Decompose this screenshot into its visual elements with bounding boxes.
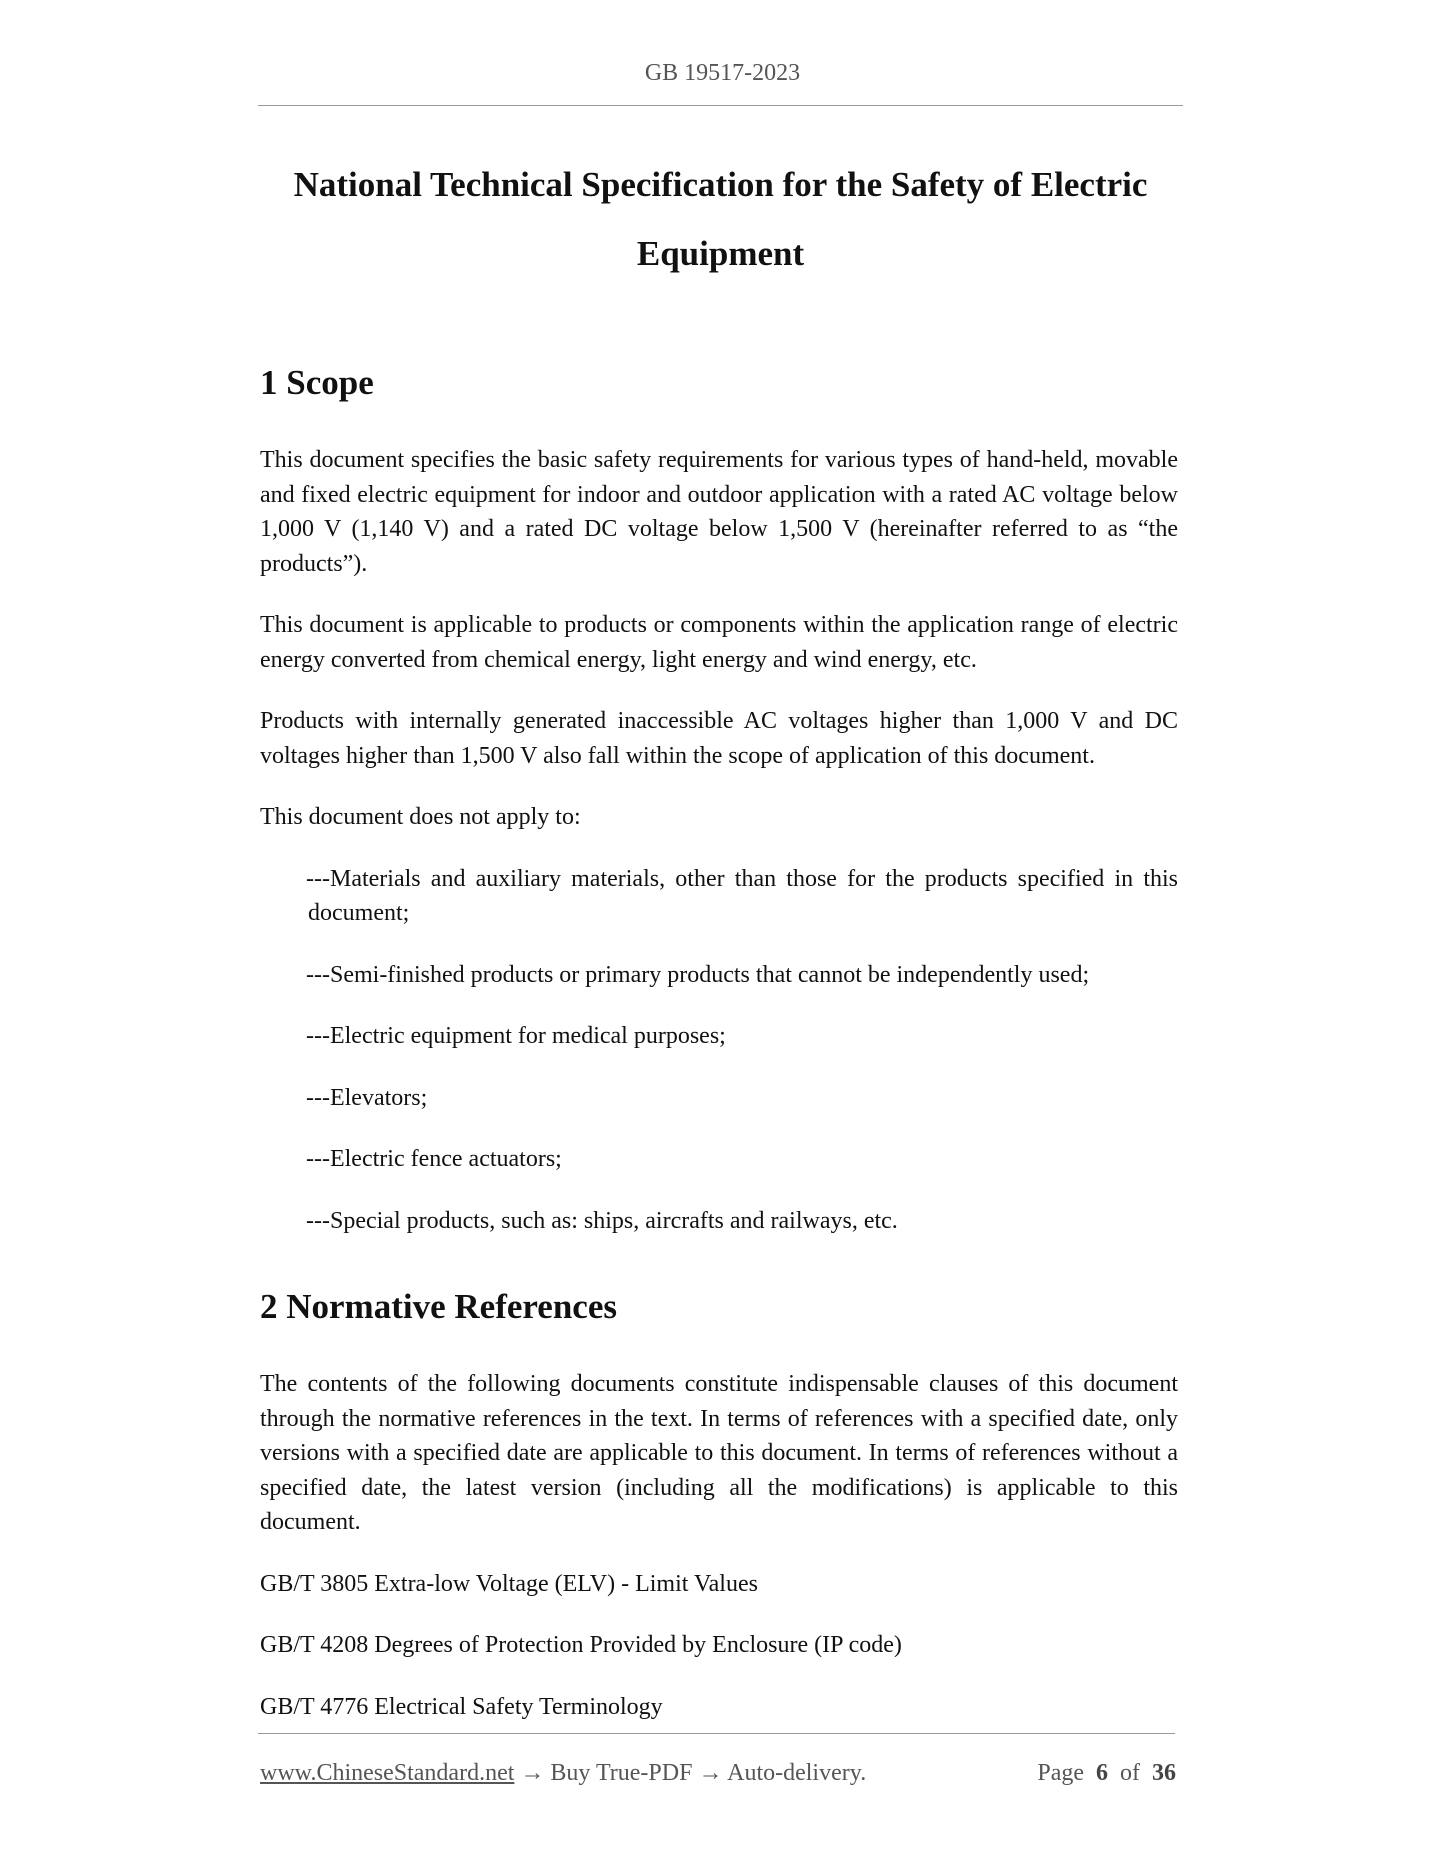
page-of-label: of (1120, 1760, 1140, 1786)
exclusion-item: ---Materials and auxiliary materials, other than those for the products specified in this document; (306, 865, 1178, 926)
exclusion-item: ---Special products, such as: ships, aircrafts and railways, etc. (306, 1207, 898, 1234)
page-total: 36 (1152, 1760, 1176, 1786)
section-heading-scope: 1 Scope (260, 363, 374, 402)
scope-paragraph-3: Products with internally generated inaccessible AC voltages higher than 1,000 V and DC voltages higher than 1,500 V also fall within the scope of application of this document. (260, 708, 1178, 769)
section-heading-normative-references: 2 Normative References (260, 1287, 617, 1326)
reference-item: GB/T 4208 Degrees of Protection Provided by Enclosure (IP code) (260, 1632, 902, 1658)
scope-paragraph-1: This document specifies the basic safety requirements for various types of hand-held, movable and fixed electric equipment for indoor and outdoor application with a rated AC voltage below 1,000 V (1,140 V) and a rated DC voltage below 1,500 V (hereinafter referred to as “the products”). (260, 447, 1178, 577)
reference-item: GB/T 4776 Electrical Safety Terminology (260, 1693, 663, 1720)
exclusion-item: ---Electric equipment for medical purposes; (306, 1023, 726, 1049)
exclusion-item: ---Semi-finished products or primary products that cannot be independently used; (306, 961, 1090, 988)
header-standard-code: GB 19517-2023 (644, 60, 801, 86)
references-intro: The contents of the following documents constitute indispensable clauses of this document through the normative references in the text. In terms of references with a specified date, only versions with a specified date are applicable to this document. In terms of references without a specified date, the latest version (including all the modifications) is applicable to this document. (260, 1371, 1178, 1535)
document-body (260, 356, 1178, 1751)
page-indicator (1037, 1756, 1176, 1790)
exclusion-item: ---Elevators; (306, 1084, 428, 1111)
scope-paragraph-4: This document does not apply to: (260, 804, 581, 830)
exclusion-item: ---Electric fence actuators; (306, 1146, 562, 1172)
footer-tagline: → Buy True-PDF → Auto-delivery. (514, 1760, 867, 1786)
page-footer (260, 1756, 1176, 1790)
page-current: 6 (1096, 1760, 1108, 1786)
document-title: National Technical Specification for the Safety of Electric Equipment (293, 165, 1148, 273)
scope-paragraph-2: This document is applicable to products or components within the application range of electric energy converted from chemical energy, light energy and wind energy, etc. (260, 612, 1178, 673)
website-link[interactable]: www.ChineseStandard.net (260, 1760, 515, 1786)
reference-item: GB/T 3805 Extra-low Voltage (ELV) - Limit Values (260, 1570, 758, 1597)
footer-divider (258, 1733, 1175, 1734)
header-divider (258, 105, 1183, 106)
exclusion-list (260, 862, 1178, 1239)
page-label: Page (1037, 1760, 1084, 1786)
